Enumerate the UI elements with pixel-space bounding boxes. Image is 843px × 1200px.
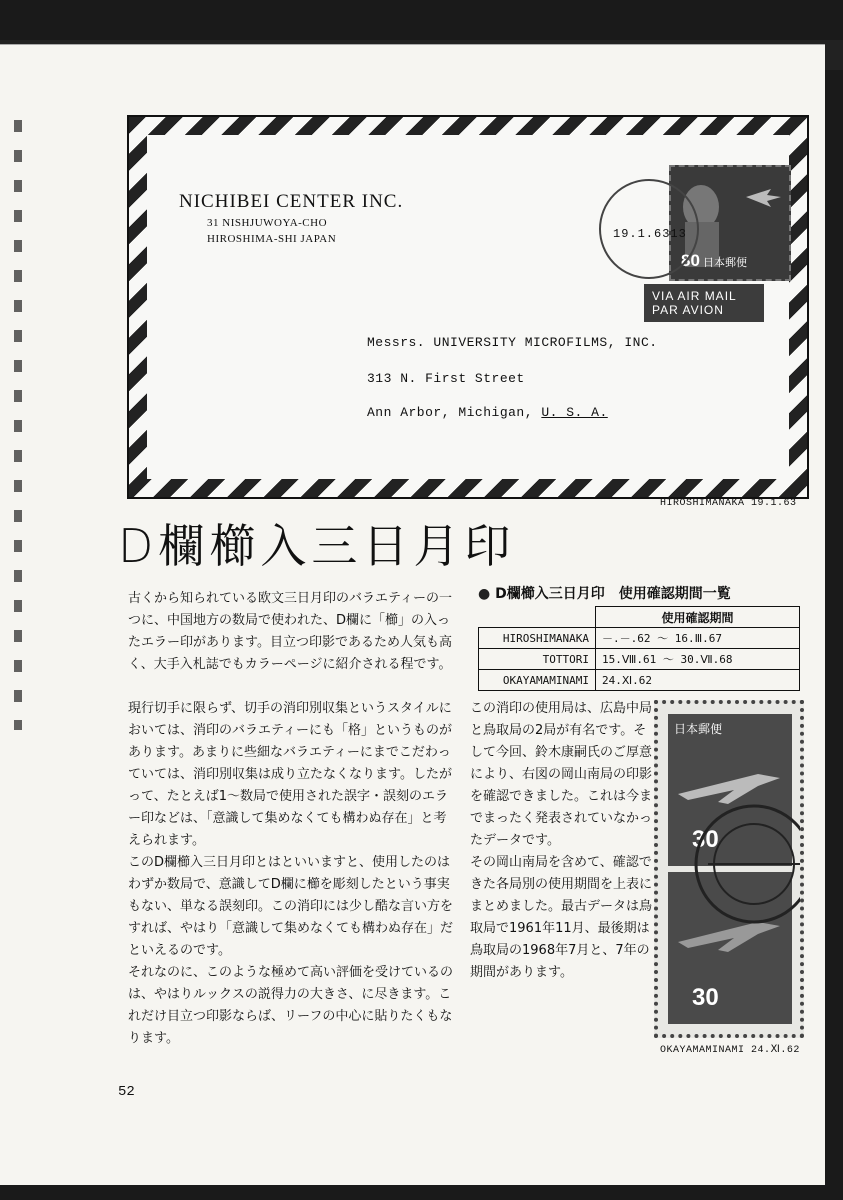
usage-period: 15.Ⅷ.61 ～ 30.Ⅶ.68 — [596, 649, 800, 670]
middle-column — [470, 698, 656, 984]
middle-paragraph: その岡山南局を含めて、確認できた各局別の使用期間を上表にまとめました。最古データは鳥取局で1961年11月、最後期は鳥取局の1968年7月と、7年の期間があります。 — [470, 855, 653, 980]
table-header-row — [479, 607, 800, 628]
envelope-face — [147, 135, 789, 479]
table-row — [479, 670, 800, 691]
stamp-top-value: 30 — [692, 826, 719, 853]
table-heading — [478, 583, 731, 603]
station-name: TOTTORI — [479, 649, 596, 670]
stamp-country: 日本郵便 — [703, 256, 747, 269]
sender-name: NICHIBEI CENTER INC. — [179, 191, 404, 212]
stamp-caption: OKAYAMAMINAMI 24.Ⅺ.62 — [660, 1045, 800, 1056]
stamp-pair-image — [654, 700, 804, 1038]
table-corner — [479, 607, 596, 628]
stamp-value: 80 — [681, 251, 700, 270]
recipient-line-3 — [367, 405, 608, 420]
left-paragraph: 古くから知られている欧文三日月印のバラエティーの一つに、中国地方の数局で使われた、D欄に「櫛」の入ったエラー印があります。目立つ印影であるため人気も高く、大手入札誌でもカラーページに紹介される程です。 — [128, 591, 452, 672]
sender-address-2: HIROSHIMA-SHI JAPAN — [207, 233, 337, 245]
usage-period: －.－.62 ～ 16.Ⅲ.67 — [596, 628, 800, 649]
recipient-city: Ann Arbor, Michigan, — [367, 405, 534, 420]
recipient-line-2: 313 N. First Street — [367, 371, 525, 386]
usage-period-table — [478, 606, 800, 691]
usage-period: 24.Ⅺ.62 — [596, 670, 800, 691]
table-row — [479, 628, 800, 649]
envelope-caption: HIROSHIMANAKA 19.1.63 — [660, 498, 797, 509]
middle-paragraph: この消印の使用局は、広島中局と鳥取局の2局が有名です。そして今回、鈴木康嗣氏のご厚意により、右図の岡山南局の印影を確認できました。これは今までまったく発表されていなかったデータです。 — [470, 701, 653, 848]
airmail-label — [644, 284, 764, 322]
airmail-envelope — [127, 115, 809, 499]
binding-marks — [14, 120, 22, 730]
page-number: 52 — [118, 1084, 135, 1100]
table-heading-text: D欄櫛入三日月印 使用確認期間一覧 — [495, 586, 731, 602]
postmark-date: 19.1.6313 — [613, 227, 687, 241]
left-paragraph: それなのに、このような極めて高い評価を受けているのは、やはりルックスの説得力の大きさ、に尽きます。これだけ目立つ印影ならば、リーフの中心に貼りたくもなります。 — [128, 965, 454, 1046]
sender-address-1: 31 NISHJUWOYA-CHO — [207, 217, 328, 229]
stamp-bottom-value: 30 — [692, 984, 719, 1011]
postmark-cancel-icon — [658, 704, 800, 1034]
bullet-icon: ● — [478, 586, 491, 602]
airmail-label-line2: PAR AVION — [652, 303, 724, 317]
recipient-country: U. S. A. — [541, 405, 608, 420]
recipient-line-1: Messrs. UNIVERSITY MICROFILMS, INC. — [367, 335, 658, 350]
left-paragraph: このD欄櫛入三日月印とはといいますと、使用したのはわずか数局で、意識してD欄に櫛を彫刻したという事実もない、単なる誤刻印。この消印には少し酷な言い方をすれば、やはり「意識して集めなくても構わぬ存在」だといえるのです。 — [128, 855, 454, 958]
article-title: D欄櫛入三日月印 — [118, 519, 516, 573]
left-column — [128, 588, 458, 1050]
stamp-top-country: 日本郵便 — [674, 722, 723, 736]
column-header: 使用確認期間 — [596, 607, 800, 628]
airmail-label-line1: VIA AIR MAIL — [652, 289, 737, 303]
station-name: OKAYAMAMINAMI — [479, 670, 596, 691]
table-row — [479, 649, 800, 670]
station-name: HIROSHIMANAKA — [479, 628, 596, 649]
left-paragraph: 現行切手に限らず、切手の消印別収集というスタイルにおいては、消印のバラエティーにも「格」というものがあります。あまりに些細なバラエティーにまでこだわっていては、消印別収集は成り立たなくなります。したがって、たとえば1～数局で使用された誤字・誤刻のエラー印などは、「意識して集めなくても構わぬ存在」と考えられます。 — [128, 701, 452, 848]
